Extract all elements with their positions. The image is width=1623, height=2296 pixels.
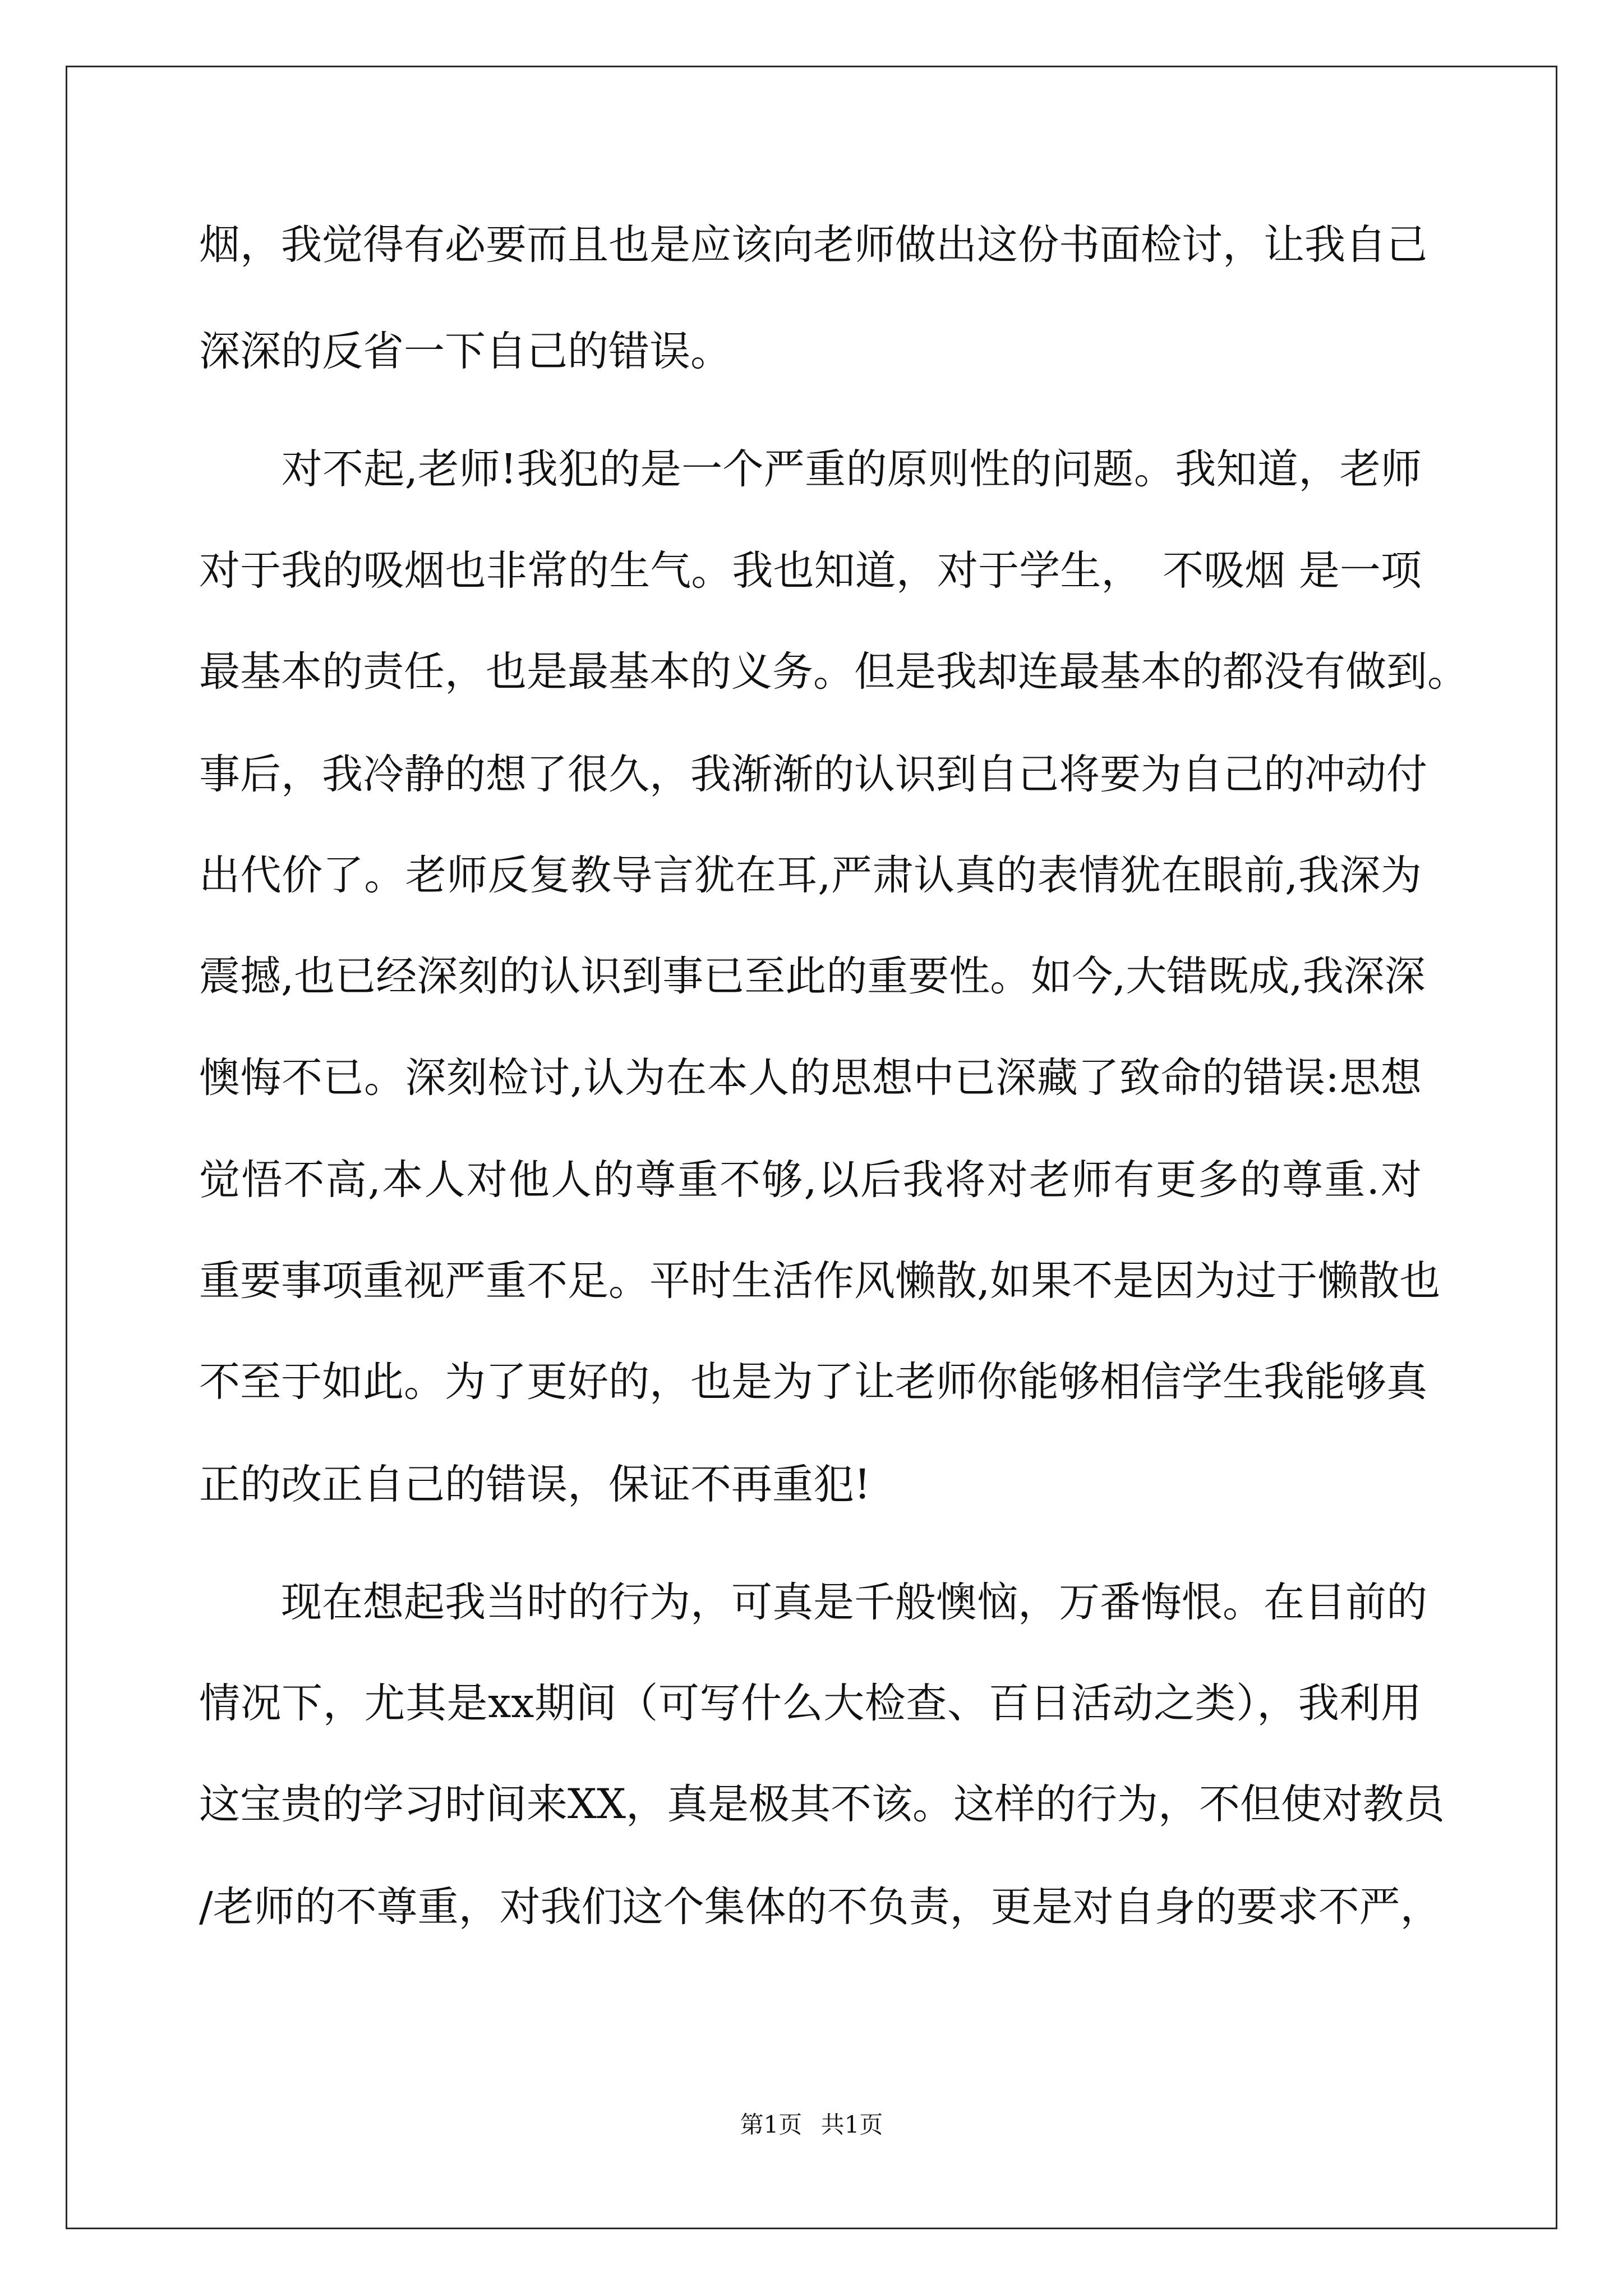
text-line-1: 烟，我觉得有必要而且也是应该向老师做出这份书面检讨，让我自己 bbox=[199, 221, 1427, 269]
text-line-14: 现在想起我当时的行为，可真是千般懊恼，万番悔恨。在目前的 bbox=[199, 1579, 1427, 1626]
page-number-total: 共1页 bbox=[820, 2111, 883, 2138]
text-line-17: /老师的不尊重，对我们这个集体的不负责，更是对自身的要求不严， bbox=[199, 1883, 1441, 1931]
text-line-9: 懊悔不已。深刻检讨,认为在本人的思想中已深藏了致命的错误:思想 bbox=[199, 1054, 1422, 1102]
text-line-8: 震撼,也已经深刻的认识到事已至此的重要性。如今,大错既成,我深深 bbox=[199, 953, 1426, 1000]
text-line-11: 重要事项重视严重不足。平时生活作风懒散,如果不是因为过于懒散也 bbox=[199, 1257, 1441, 1305]
page-footer bbox=[0, 2108, 1623, 2142]
text-line-13: 正的改正自己的错误，保证不再重犯! bbox=[199, 1461, 871, 1508]
text-line-7: 出代价了。老师反复教导言犹在耳,严肃认真的表情犹在眼前,我深为 bbox=[199, 852, 1422, 899]
page-number-current: 第1页 bbox=[740, 2111, 803, 2138]
text-line-3: 对不起,老师!我犯的是一个严重的原则性的问题。我知道，老师 bbox=[199, 445, 1422, 493]
text-line-12: 不至于如此。为了更好的，也是为了让老师你能够相信学生我能够真 bbox=[199, 1358, 1427, 1406]
text-line-10: 觉悟不高,本人对他人的尊重不够,以后我将对老师有更多的尊重.对 bbox=[199, 1156, 1422, 1204]
text-line-6: 事后，我冷静的想了很久，我渐渐的认识到自己将要为自己的冲动付 bbox=[199, 751, 1427, 798]
text-line-4: 对于我的吸烟也非常的生气。我也知道，对于学生， 不吸烟 是一项 bbox=[199, 547, 1422, 595]
text-line-15: 情况下，尤其是xx期间（可写什么大检查、百日活动之类），我利用 bbox=[199, 1680, 1422, 1727]
text-line-16: 这宝贵的学习时间来XX，真是极其不该。这样的行为，不但使对教员 bbox=[199, 1780, 1445, 1828]
text-line-5: 最基本的责任，也是最基本的义务。但是我却连最基本的都没有做到。 bbox=[199, 648, 1468, 696]
text-line-2: 深深的反省一下自己的错误。 bbox=[199, 328, 731, 375]
